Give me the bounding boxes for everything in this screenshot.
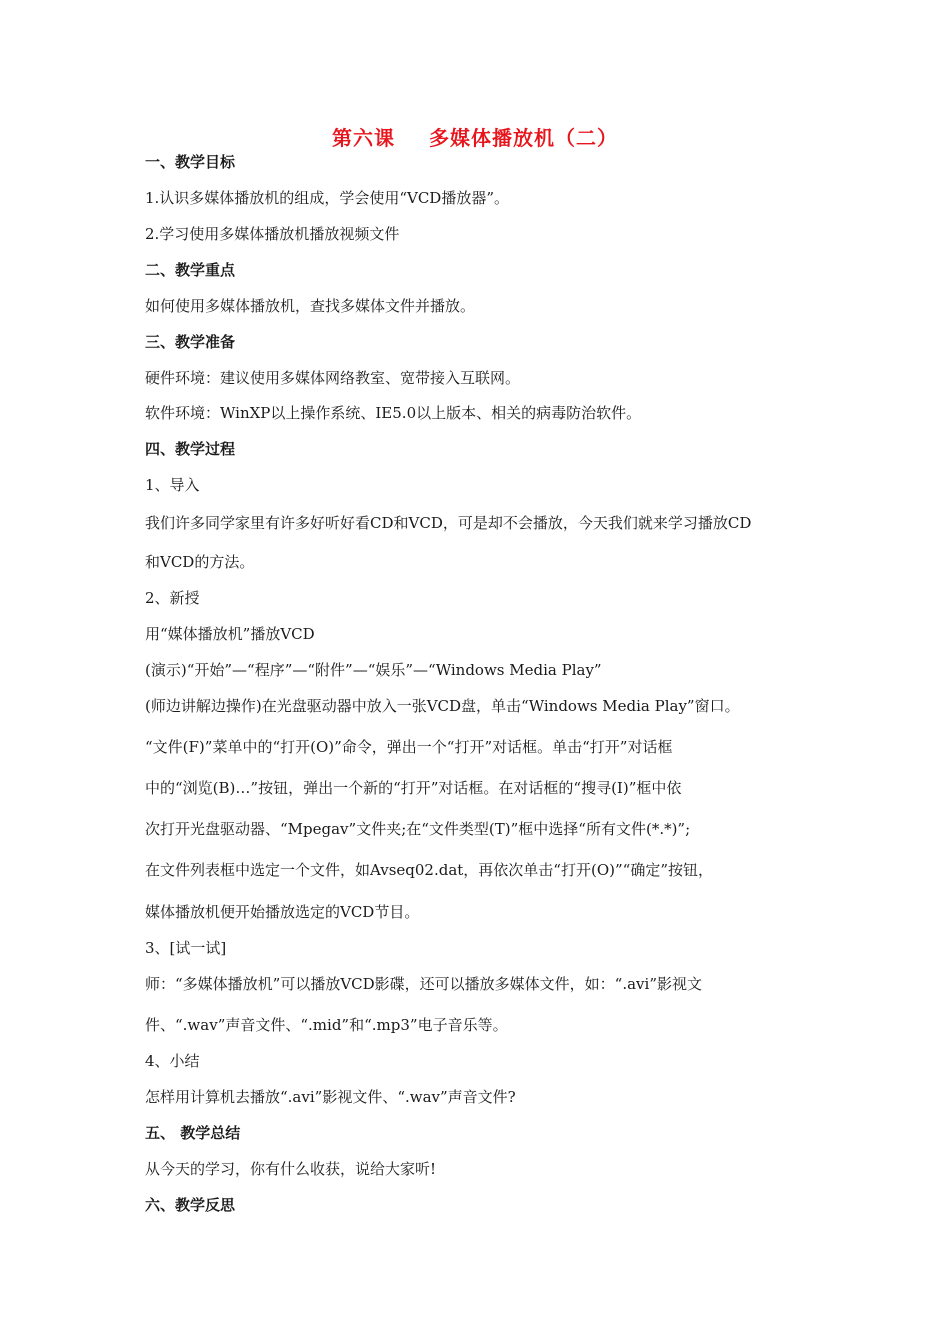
- heading-reflection: 六、教学反思: [145, 1196, 236, 1214]
- paragraph-line: 用“媒体播放机”播放VCD: [145, 625, 315, 643]
- lesson-name: 多媒体播放机（二）: [429, 126, 618, 150]
- paragraph-line: (师边讲解边操作)在光盘驱动器中放入一张VCD盘，单击“Windows Media Play”窗口。: [145, 697, 740, 715]
- paragraph-line: 中的“浏览(B)…”按钮，弹出一个新的“打开”对话框。在对话框的“搜寻(I)”框中依: [145, 779, 682, 797]
- paragraph-line: 怎样用计算机去播放“.avi”影视文件、“.wav”声音文件?: [145, 1088, 516, 1106]
- paragraph-line: 软件环境：WinXP以上操作系统、IE5.0以上版本、相关的病毒防治软件。: [145, 404, 642, 422]
- heading-process: 四、教学过程: [145, 440, 236, 458]
- paragraph-line: 媒体播放机便开始播放选定的VCD节目。: [145, 903, 420, 921]
- paragraph-line: 1、导入: [145, 476, 200, 494]
- paragraph-line: 在文件列表框中选定一个文件，如Avseq02.dat，再依次单击“打开(O)”“确定”按钮，: [145, 861, 713, 879]
- paragraph-line: 如何使用多媒体播放机，查找多媒体文件并播放。: [145, 297, 476, 315]
- paragraph-line: 件、“.wav”声音文件、“.mid”和“.mp3”电子音乐等。: [145, 1016, 508, 1034]
- paragraph-line: 我们许多同学家里有许多好听好看CD和VCD，可是却不会播放，今天我们就来学习播放CD: [145, 514, 752, 532]
- heading-summary: 五、 教学总结: [145, 1124, 241, 1142]
- paragraph-line: 和VCD的方法。: [145, 553, 255, 571]
- heading-key-points: 二、教学重点: [145, 261, 236, 279]
- paragraph-line: 4、小结: [145, 1052, 200, 1070]
- lesson-number: 第六课: [332, 126, 395, 150]
- paragraph-line: 1.认识多媒体播放机的组成，学会使用“VCD播放器”。: [145, 189, 509, 207]
- paragraph-line: (演示)“开始”—“程序”—“附件”—“娱乐”—“Windows Media Play”: [145, 661, 602, 679]
- heading-goals: 一、教学目标: [145, 153, 236, 171]
- paragraph-line: 3、[试一试]: [145, 939, 227, 957]
- paragraph-line: 师：“多媒体播放机”可以播放VCD影碟，还可以播放多媒体文件，如：“.avi”影视文: [145, 975, 702, 993]
- paragraph-line: 2、新授: [145, 589, 200, 607]
- heading-preparation: 三、教学准备: [145, 333, 236, 351]
- paragraph-line: 2.学习使用多媒体播放机播放视频文件: [145, 225, 400, 243]
- lesson-title: [0, 122, 950, 151]
- paragraph-line: 从今天的学习，你有什么收获，说给大家听!: [145, 1160, 437, 1178]
- paragraph-line: “文件(F)”菜单中的“打开(O)”命令，弹出一个“打开”对话框。单击“打开”对话框: [145, 738, 673, 756]
- paragraph-line: 硬件环境：建议使用多媒体网络教室、宽带接入互联网。: [145, 369, 521, 387]
- paragraph-line: 次打开光盘驱动器、“Mpegav”文件夹;在“文件类型(T)”框中选择“所有文件(*.*)”;: [145, 820, 691, 838]
